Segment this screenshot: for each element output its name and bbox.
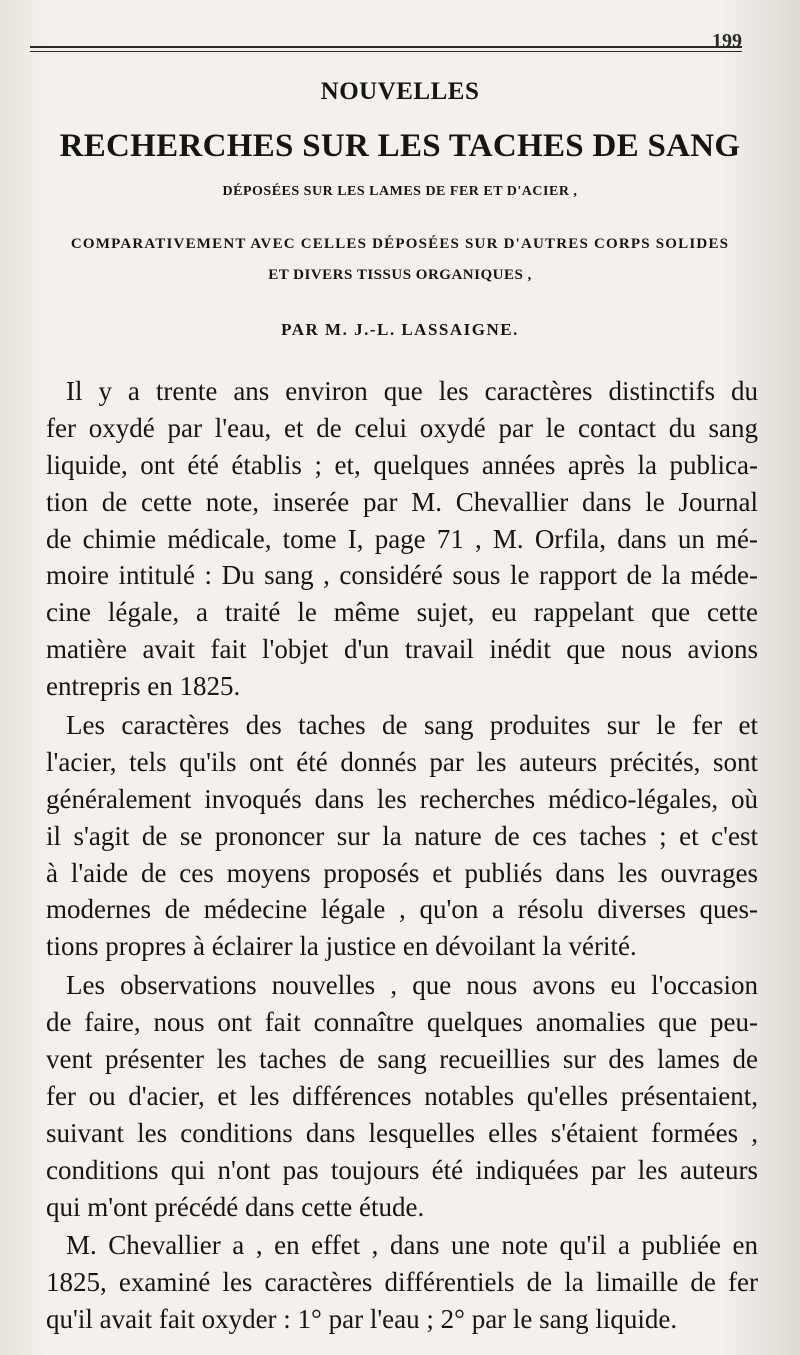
- paragraph-2: [46, 707, 758, 965]
- text-line: modernes de médecine légale , qu'on a résolu diverses ques-: [46, 894, 758, 925]
- paragraph-4: [46, 1227, 758, 1338]
- author-line: PAR M. J.-L. LASSAIGNE.: [281, 320, 519, 339]
- text-line: conditions qui n'ont pas toujours été indiquées par les auteurs: [46, 1154, 758, 1185]
- text-line: 1825, examiné les caractères différentiels de la limaille de fer: [46, 1267, 758, 1298]
- text-line: de chimie médicale, tome I, page 71 , M. Orfila, dans un mé-: [46, 523, 758, 554]
- text-line: Les caractères des taches de sang produites sur le fer et: [66, 710, 758, 741]
- text-line: liquide, ont été établis ; et, quelques années après la publica-: [46, 449, 758, 480]
- text-line: Les observations nouvelles , que nous avons eu l'occasion: [66, 970, 758, 1001]
- text-line: il s'agit de se prononcer sur la nature de ces taches ; et c'est: [46, 820, 758, 851]
- text-line: M. Chevallier a , en effet , dans une note qu'il a publiée en: [66, 1230, 758, 1261]
- article-body: [46, 373, 758, 1340]
- text-line: vent présenter les taches de sang recueillies sur des lames de: [46, 1044, 758, 1075]
- title-nouvelles: NOUVELLES: [320, 78, 480, 105]
- paragraph-1: [46, 373, 758, 705]
- header-rule-thin: [30, 51, 742, 52]
- subtitle-line-2: COMPARATIVEMENT AVEC CELLES DÉPOSÉES SUR D'AUTRES CORPS SOLIDES: [70, 236, 730, 252]
- text-line: qu'il avait fait oxyder : 1° par l'eau ; 2° par le sang liquide.: [46, 1304, 678, 1335]
- text-line: moire intitulé : Du sang , considéré sous le rapport de la méde-: [46, 560, 758, 591]
- text-line: à l'aide de ces moyens proposés et publiés dans les ouvrages: [46, 857, 758, 888]
- subtitle-line-1: DÉPOSÉES SUR LES LAMES DE FER ET D'ACIER ,: [222, 184, 578, 199]
- text-line: de faire, nous ont fait connaître quelques anomalies que peu-: [46, 1007, 758, 1038]
- paragraph-3: [46, 967, 758, 1225]
- text-line: généralement invoqués dans les recherches médico-légales, où: [46, 783, 758, 814]
- text-line: l'acier, tels qu'ils ont été donnés par les auteurs précités, sont: [46, 746, 758, 777]
- text-line: qui m'ont précédé dans cette étude.: [46, 1191, 425, 1222]
- text-line: entrepris en 1825.: [46, 671, 241, 702]
- text-line: Il y a trente ans environ que les caractères distinctifs du: [66, 376, 758, 406]
- text-line: cine légale, a traité le même sujet, eu rappelant que cette: [46, 597, 758, 628]
- text-line: fer ou d'acier, et les différences notables qu'elles présentaient,: [46, 1080, 758, 1111]
- header-rule: [30, 46, 742, 48]
- subtitle-line-3: ET DIVERS TISSUS ORGANIQUES ,: [268, 267, 532, 283]
- main-title: RECHERCHES SUR LES TACHES DE SANG: [59, 128, 741, 164]
- page-number: 199: [712, 30, 742, 52]
- text-line: tions propres à éclairer la justice en dévoilant la vérité.: [46, 931, 637, 962]
- text-line: suivant les conditions dans lesquelles elles s'étaient formées ,: [46, 1117, 758, 1148]
- text-line: matière avait fait l'objet d'un travail inédit que nous avions: [46, 634, 758, 665]
- text-line: fer oxydé par l'eau, et de celui oxydé par le contact du sang: [46, 412, 758, 443]
- text-line: tion de cette note, inserée par M. Chevallier dans le Journal: [46, 486, 758, 517]
